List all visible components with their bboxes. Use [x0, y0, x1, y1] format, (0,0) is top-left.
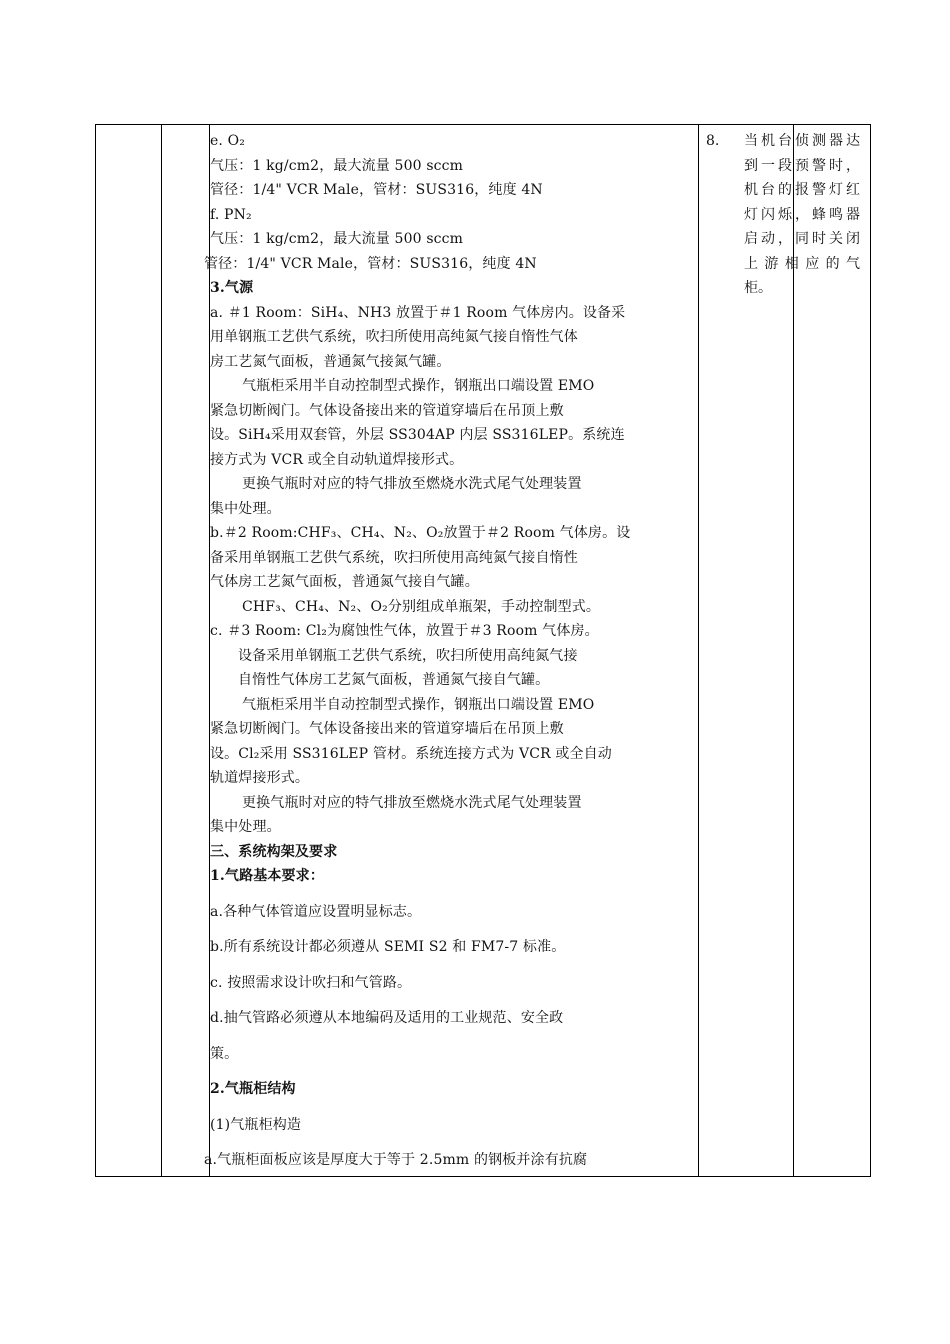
- text-line: 气瓶柜采用半自动控制型式操作，钢瓶出口端设置 EMO: [242, 378, 595, 394]
- note-line: 上游相应的气: [744, 255, 860, 272]
- text-line: 气瓶柜采用半自动控制型式操作，钢瓶出口端设置 EMO: [242, 696, 595, 713]
- text-line: (1)气瓶柜构造: [210, 1116, 302, 1133]
- note-line: 到一段预警时，: [744, 157, 860, 174]
- text-line: 自惰性气体房工艺氮气面板，普通氮气接自气罐。: [238, 672, 550, 688]
- text-line: 设备采用单钢瓶工艺供气系统，吹扫所使用高纯氮气接: [238, 647, 578, 664]
- section-heading: 2.气瓶柜结构: [210, 1081, 296, 1097]
- text-line: a. ＃1 Room：SiH₄、NH3 放置于＃1 Room 气体房内。设备采: [210, 304, 626, 321]
- note-line: 柜。: [744, 280, 772, 296]
- column-divider-1: [161, 125, 162, 1176]
- text-line: 策。: [210, 1045, 239, 1062]
- section-heading: 三、系统构架及要求: [210, 843, 338, 860]
- spec-content-cell: [204, 129, 670, 1173]
- note-line: 启动，同时关闭: [744, 231, 860, 247]
- text-line: 更换气瓶时对应的特气排放至燃烧水洗式尾气处理装置: [242, 476, 582, 492]
- text-line: c. 按照需求设计吹扫和气管路。: [210, 974, 412, 991]
- text-line: 集中处理。: [210, 500, 281, 517]
- note-number: 8.: [706, 133, 720, 149]
- text-line: 房工艺氮气面板，普通氮气接氮气罐。: [210, 353, 451, 370]
- text-line: a.各种气体管道应设置明显标志。: [210, 903, 422, 920]
- text-line: 更换气瓶时对应的特气排放至燃烧水洗式尾气处理装置: [242, 794, 582, 811]
- text-line: 用单钢瓶工艺供气系统，吹扫所使用高纯氮气接自惰性气体: [210, 329, 578, 345]
- text-line: d.抽气管路必须遵从本地编码及适用的工业规范、安全政: [210, 1010, 564, 1026]
- text-line: 紧急切断阀门。气体设备接出来的管道穿墙后在吊顶上敷: [210, 721, 564, 737]
- note-text: [744, 129, 860, 301]
- text-line: CHF₃、CH₄、N₂、O₂分别组成单瓶架，手动控制型式。: [242, 598, 601, 615]
- section-heading: 1.气路基本要求：: [210, 868, 324, 884]
- text-line: 设。SiH₄采用双套管，外层 SS304AP 内层 SS316LEP。系统连: [210, 427, 625, 443]
- text-line: c. ＃3 Room: Cl₂为腐蚀性气体，放置于＃3 Room 气体房。: [210, 623, 599, 639]
- content-table: [95, 124, 871, 1177]
- note-line: 当机台侦测器达: [744, 133, 860, 149]
- text-line: 集中处理。: [210, 819, 281, 835]
- text-line: 备采用单钢瓶工艺供气系统，吹扫所使用高纯氮气接自惰性: [210, 549, 578, 566]
- text-line: 管径：1/4" VCR Male，管材：SUS316，纯度 4N: [204, 255, 537, 272]
- note-line: 灯闪烁，蜂鸣器: [744, 206, 860, 223]
- text-line: b.所有系统设计都必须遵从 SEMI S2 和 FM7-7 标准。: [210, 939, 566, 955]
- text-line: 紧急切断阀门。气体设备接出来的管道穿墙后在吊顶上敷: [210, 402, 564, 419]
- text-line: 气体房工艺氮气面板，普通氮气接自气罐。: [210, 574, 479, 590]
- column-divider-3: [698, 125, 699, 1176]
- text-line: e. O₂: [210, 133, 246, 149]
- text-line: 设。Cl₂采用 SS316LEP 管材。系统连接方式为 VCR 或全自动: [210, 745, 612, 762]
- text-line: a.气瓶柜面板应该是厚度大于等于 2.5mm 的钢板并涂有抗腐: [204, 1152, 588, 1168]
- text-line: 气压：1 kg/cm2，最大流量 500 sccm: [210, 157, 464, 174]
- text-line: 管径：1/4" VCR Male，管材：SUS316，纯度 4N: [210, 182, 543, 198]
- note-line: 机台的报警灯红: [744, 182, 860, 198]
- section-heading: 3.气源: [210, 280, 254, 296]
- text-line: 接方式为 VCR 或全自动轨道焊接形式。: [210, 451, 464, 468]
- text-line: b.＃2 Room:CHF₃、CH₄、N₂、O₂放置于＃2 Room 气体房。设: [210, 525, 631, 541]
- text-line: 气压：1 kg/cm2，最大流量 500 sccm: [210, 231, 464, 247]
- text-line: f. PN₂: [210, 206, 252, 223]
- text-line: 轨道焊接形式。: [210, 770, 310, 786]
